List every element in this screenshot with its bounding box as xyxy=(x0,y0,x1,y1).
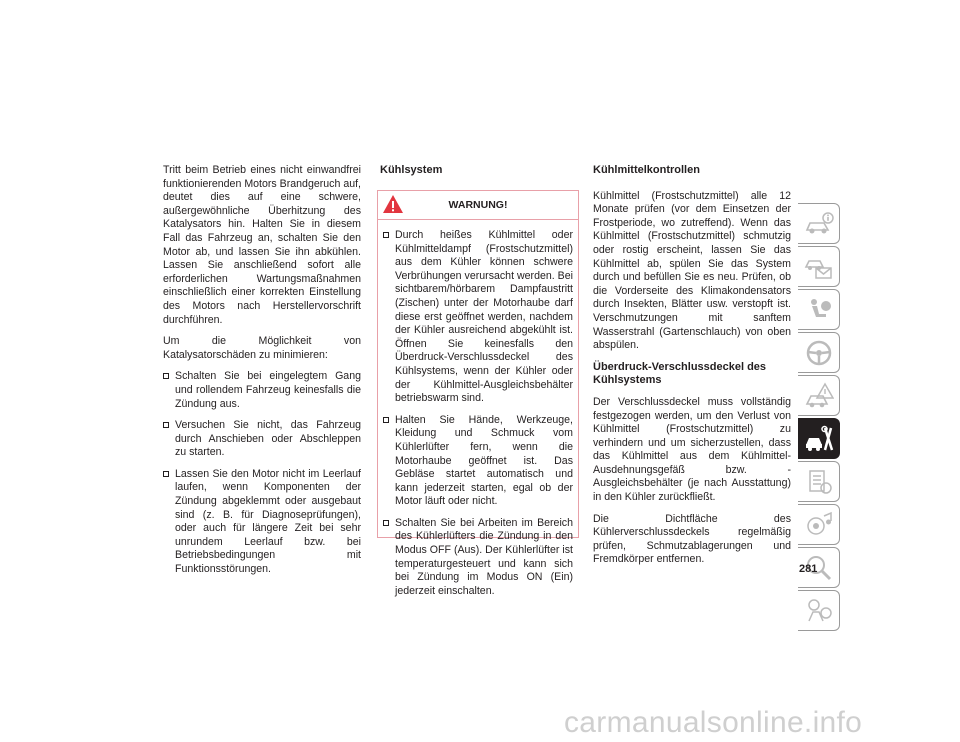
tab-car-warning[interactable] xyxy=(798,375,840,416)
list-item: Schalten Sie bei Arbeiten im Bereich des Kühlerlüfters die Zündung in den Modus OFF (Aus). Der Kühlerlüfter ist temperaturgesteuert und kann sich bei Zündung im Modus ON (Ein) jederzeit einschalten. xyxy=(383,517,573,599)
square-bullet-icon xyxy=(163,422,169,428)
square-bullet-icon xyxy=(163,373,169,379)
airbag-icon xyxy=(804,296,834,324)
tab-language[interactable] xyxy=(798,590,840,631)
car-mail-icon xyxy=(804,253,834,281)
section-heading: Kühlmittelkontrollen xyxy=(593,164,700,176)
tab-airbag[interactable] xyxy=(798,289,840,330)
warning-triangle-icon xyxy=(382,194,404,214)
warning-header xyxy=(378,191,578,220)
body-paragraph: Tritt beim Betrieb eines nicht einwandfrei funktionierenden Motors Brandgeruch auf, deutet dies auf eine schwere, außergewöhnliche Überhitzung des Katalysators hin. Halten Sie in diesem Fall das Fahrzeug an, schalten Sie den Motor ab, und lassen Sie ihn abkühlen. Lassen Sie anschließend sofort alle erforderlichen Wartungsmaßnahmen einschließlich einer korrekten Einstellung des Motors nach Herstellervorschrift durchführen. xyxy=(163,164,361,326)
bullet-list xyxy=(163,370,361,576)
tab-car-service[interactable] xyxy=(798,418,840,459)
list-item: Lassen Sie den Motor nicht im Leerlauf laufen, wenn Komponenten der Zündung abgeklemmt oder ausgebaut sind (z. B. für Diagnoseprüfungen), oder auch für längere Zeit bei sehr unrundem Leerlauf bzw. bei Betriebsbedingungen mit Funktionsstörungen. xyxy=(163,468,361,577)
tab-steering-wheel[interactable] xyxy=(798,332,840,373)
body-paragraph: Der Verschlussdeckel muss vollständig festgezogen werden, um den Verlust von Kühlmittel (Frostschutzmittel) zu verhindern und um sicherzustellen, dass das Kühlmittel aus dem Kühlmittel-Ausdehnungsgefäß bzw. -Ausgleichsbehälter (je nach Ausstattung) in den Kühler zurückfließt. xyxy=(593,395,791,504)
multimedia-icon xyxy=(804,511,834,539)
square-bullet-icon xyxy=(383,232,389,238)
warning-title: WARNUNG! xyxy=(448,199,508,211)
square-bullet-icon xyxy=(163,471,169,477)
left-column xyxy=(163,164,361,585)
warning-list xyxy=(383,229,573,598)
tab-car-mail[interactable] xyxy=(798,246,840,287)
square-bullet-icon xyxy=(383,417,389,423)
steering-wheel-icon xyxy=(804,339,834,367)
body-paragraph: Kühlmittel (Frostschutzmittel) alle 12 Monate prüfen (vor dem Einsetzen der Frostperiode, wo zutreffend). Wenn das Kühlmittel (Frostschutzmittel) schmutzig oder rostig erscheint, lassen Sie das Kühlmittel ab, spülen Sie das System durch und befüllen Sie es neu. Prüfen, ob die Vorderseite des Klimakondensators durch Insekten, Blätter usw. verstopft ist. Verschmutzungen mit sanftem Wasserstrahl (Gartenschlauch) von oben abspülen. xyxy=(593,189,791,352)
right-column xyxy=(593,164,791,575)
list-item: Durch heißes Kühlmittel oder Kühlmitteldampf (Frostschutzmittel) aus dem Kühler können schwere Verbrühungen verursacht werden. Bei sichtbarem/hörbarem Dampfaustritt (Zischen) unter der Motorhaube darf diese erst geöffnet werden, nachdem der Kühler ausreichend abgekühlt ist. Öffnen Sie keinesfalls den Überdruck-Verschlussdeckel des Kühlsystems, wenn der Kühler oder der Kühlmittel-Ausgleichsbehälter betriebswarm sind. xyxy=(383,229,573,406)
square-bullet-icon xyxy=(383,520,389,526)
section-heading: Kühlsystem xyxy=(380,164,443,176)
car-warning-icon xyxy=(804,382,834,410)
checklist-icon xyxy=(804,468,834,496)
list-item: Versuchen Sie nicht, das Fahrzeug durch Anschieben oder Abschleppen zu starten. xyxy=(163,419,361,460)
body-paragraph: Um die Möglichkeit von Katalysatorschäden zu minimieren: xyxy=(163,335,361,361)
warning-box xyxy=(377,190,579,597)
middle-column xyxy=(380,164,578,186)
section-heading: Überdruck-Verschlussdeckel des Kühlsystems xyxy=(593,360,767,387)
watermark: carmanualsonline.info xyxy=(564,706,863,739)
warning-body xyxy=(378,220,578,598)
car-info-icon xyxy=(804,210,834,238)
list-item: Halten Sie Hände, Werkzeuge, Kleidung und Schmuck vom Kühlerlüfter fern, wenn die Motorhaube geöffnet ist. Das Gebläse startet automatisch und kann jederzeit starten, egal ob der Motor läuft oder nicht. xyxy=(383,414,573,509)
list-item: Schalten Sie bei eingelegtem Gang und rollendem Fahrzeug keinesfalls die Zündung aus. xyxy=(163,370,361,411)
tab-checklist[interactable] xyxy=(798,461,840,502)
page-number: 281 xyxy=(799,563,818,575)
tab-car-info[interactable] xyxy=(798,203,840,244)
car-service-tools-icon xyxy=(804,425,834,453)
body-paragraph: Die Dichtfläche des Kühlerverschlussdeckels regelmäßig prüfen, Schmutzablagerungen und Fremdkörper entfernen. xyxy=(593,512,791,566)
tab-multimedia[interactable] xyxy=(798,504,840,545)
language-icon xyxy=(804,597,834,625)
